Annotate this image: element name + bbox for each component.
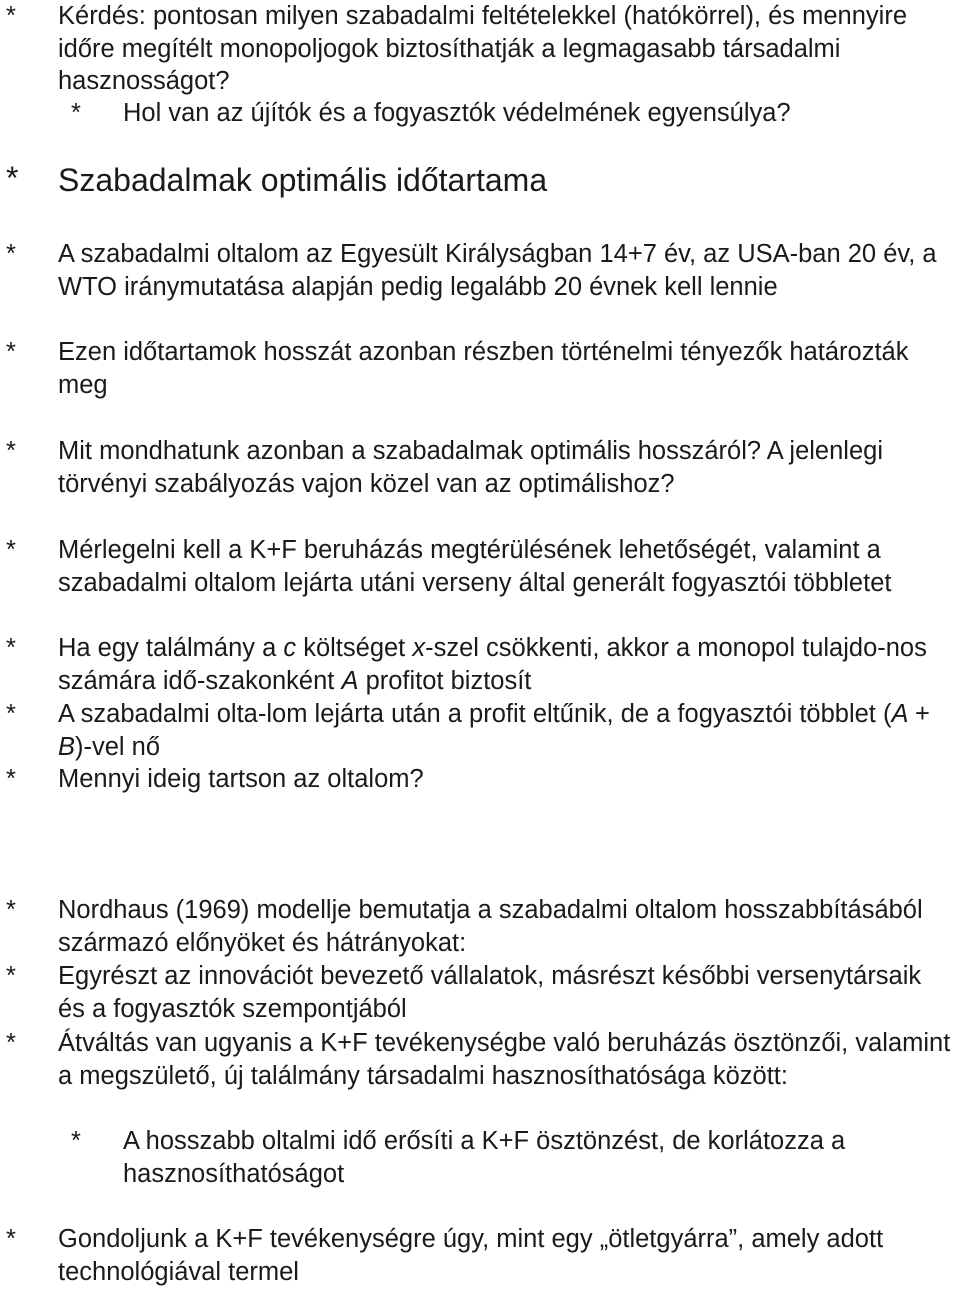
list-item — [0, 1027, 955, 1092]
bullet-marker: * — [6, 437, 16, 465]
list-item-text: Átváltás van ugyanis a K+F tevékenységbe való beruházás ösztönzői, valamint a megszülető, új találmány társadalmi hasznosíthatósága között: — [58, 1029, 951, 1090]
list-item-text: Mit mondhatunk azonban a szabadalmak optimális hosszáról? A jelenlegi törvényi szabályozás vajon közel van az optimálishoz? — [58, 437, 883, 498]
heading-text: Szabadalmak optimális időtartama — [58, 162, 548, 198]
list-item — [0, 336, 955, 401]
list-item-text: Egyrészt az innovációt bevezető vállalatok, másrészt későbbi versenytársaik és a fogyasztók szempontjából — [58, 962, 922, 1023]
list-item-text — [58, 698, 955, 763]
bullet-marker: * — [6, 896, 16, 924]
question-sub-item — [0, 97, 955, 130]
bullet-marker: * — [6, 634, 16, 662]
list-item — [0, 698, 955, 763]
sub-list-item — [0, 1125, 955, 1190]
bullet-marker: * — [6, 2, 16, 30]
text-part: profitot biztosít — [358, 666, 532, 695]
question-text: Kérdés: pontosan milyen szabadalmi feltételekkel (hatókörrel), és mennyire időre megítélt monopoljogok biztosíthatják a legmagasabb társadalmi hasznosságot? — [58, 2, 907, 95]
variable-a: A — [341, 666, 359, 695]
list-item — [0, 238, 955, 303]
variable-x: x — [412, 634, 426, 662]
text-part: A szabadalmi olta-lom lejárta után a profit eltűnik, de a fogyasztói többlet ( — [58, 700, 892, 728]
bullet-marker: * — [6, 700, 16, 728]
bullet-marker: * — [6, 240, 16, 268]
list-item — [0, 763, 955, 796]
text-part: -szel csökkenti, akkor a monopol tulajdo-nos számára idő-szakonként — [58, 634, 927, 695]
list-item-text: Mérlegelni kell a K+F beruházás megtérülésének lehetőségét, valamint a szabadalmi oltalom lejárta utáni verseny által generált fogyasztói többletet — [58, 536, 892, 597]
bullet-marker: * — [6, 1029, 16, 1057]
bullet-marker: * — [6, 1225, 16, 1253]
bullet-marker: * — [6, 160, 19, 196]
sub-list-item-text: A hosszabb oltalmi idő erősíti a K+F ösztönzést, de korlátozza a hasznosíthatóságot — [123, 1127, 846, 1188]
list-item — [0, 435, 955, 500]
question-item — [0, 0, 955, 98]
list-item — [0, 894, 955, 959]
list-item-text: Nordhaus (1969) modellje bemutatja a szabadalmi oltalom hosszabbításából származó előnyöket és hátrányokat: — [58, 896, 923, 957]
list-item — [0, 534, 955, 599]
bullet-marker: * — [6, 765, 16, 793]
bullet-marker: * — [71, 1127, 81, 1155]
bullet-marker: * — [71, 99, 81, 127]
section-heading — [0, 160, 955, 200]
variable-c: c — [283, 634, 297, 662]
question-sub-text: Hol van az újítók és a fogyasztók védelmének egyensúlya? — [123, 99, 791, 127]
list-item — [0, 632, 955, 697]
bullet-marker: * — [6, 338, 16, 366]
list-item-text — [58, 632, 955, 697]
list-item — [0, 960, 955, 1025]
text-part: Ha egy találmány a — [58, 634, 284, 662]
bullet-marker: * — [6, 536, 16, 564]
list-item-text: A szabadalmi oltalom az Egyesült Királyságban 14+7 év, az USA-ban 20 év, a WTO iránymutatása alapján pedig legalább 20 évnek kell lennie — [58, 240, 937, 301]
text-part: )-vel nő — [75, 732, 161, 761]
text-part: költséget — [296, 634, 413, 662]
list-item-text: Mennyi ideig tartson az oltalom? — [58, 765, 424, 793]
bullet-marker: * — [6, 962, 16, 990]
variable-a-plus-b: A + B — [58, 700, 930, 761]
list-item-text: Gondoljunk a K+F tevékenységre úgy, mint egy „ötletgyárra”, amely adott technológiával termel — [58, 1225, 884, 1286]
list-item-text: Ezen időtartamok hosszát azonban részben történelmi tényezők határozták meg — [58, 338, 909, 399]
list-item — [0, 1223, 955, 1288]
